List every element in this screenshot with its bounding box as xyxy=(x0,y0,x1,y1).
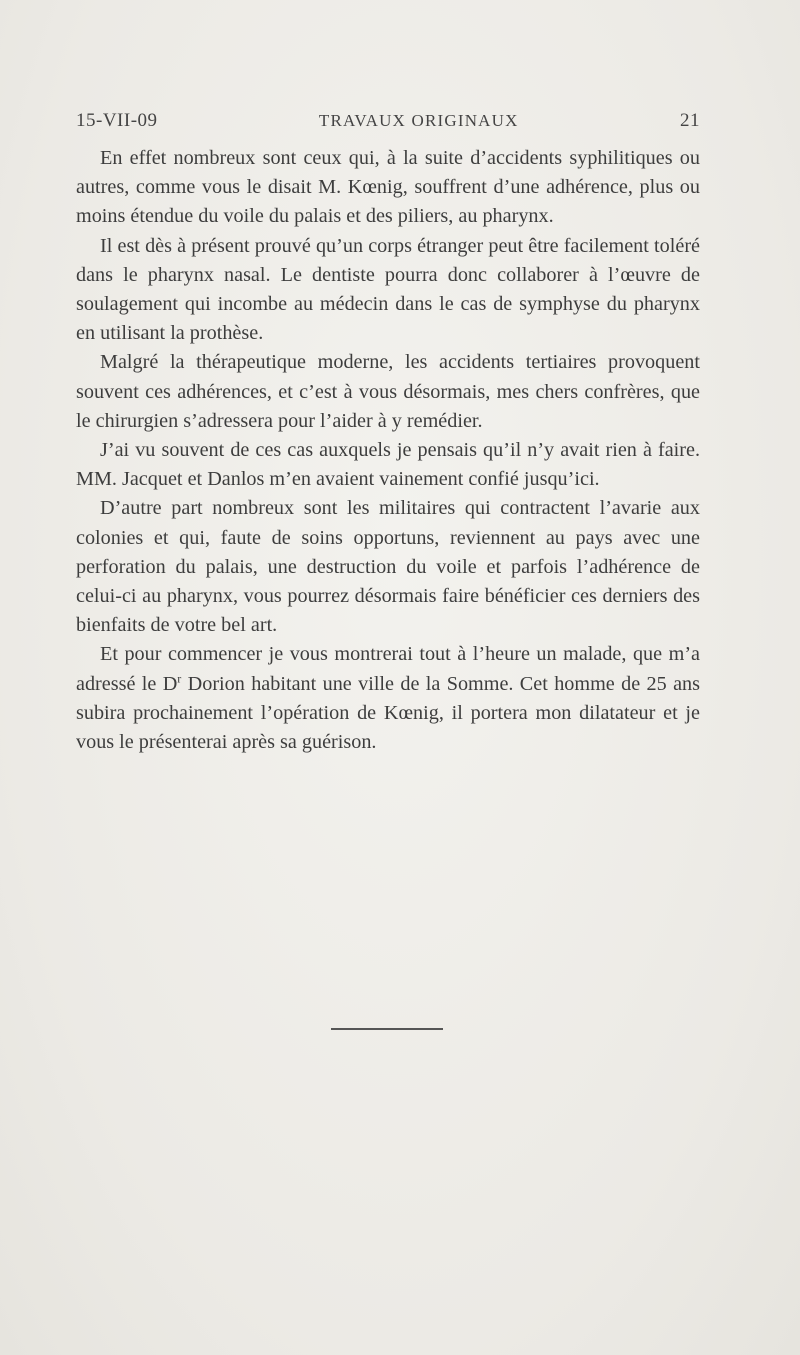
superscript-r: r xyxy=(177,670,182,685)
running-head xyxy=(76,110,700,144)
paragraph-3: Malgré la thérapeutique moderne, les accidents tertiaires provoquent souvent ces adhérences, et c’est à vous désormais, mes chers confrères, que le chirurgien s’adressera pour l’aider à y remédier. xyxy=(76,351,700,432)
paragraph-1: En effet nombreux sont ceux qui, à la suite d’accidents syphilitiques ou autres, comme vous le disait M. Kœnig, souffrent d’une adhérence, plus ou moins étendue du voile du palais et des piliers, au pharynx. xyxy=(76,147,700,228)
header-date: 15-VII-09 xyxy=(76,110,158,131)
page-content xyxy=(76,110,700,757)
page-number: 21 xyxy=(679,110,700,131)
paragraph-6-part-1: Et pour commencer je vous montrerai tout à l’heure un malade, que m’a adressé le D xyxy=(76,643,700,695)
paragraph-6 xyxy=(76,640,700,757)
header-title: TRAVAUX ORIGINAUX xyxy=(318,111,519,130)
paragraph-5: D’autre part nombreux sont les militaires qui contractent l’avarie aux colonies et qui, faute de soins opportuns, reviennent au pays avec une perforation du palais, une destruction du voile et parfois l’adhérence de celui-ci au pharynx, vous pourrez désormais faire bénéficier ces derniers des bienfaits de votre bel art. xyxy=(76,497,700,637)
paragraph-4: J’ai vu souvent de ces cas auxquels je pensais qu’il n’y avait rien à faire. MM. Jacquet et Danlos m’en avaient vainement confié jusqu’ici. xyxy=(76,439,700,491)
paragraph-6-part-2: Dorion habitant une ville de la Somme. Cet homme de 25 ans subira prochainement l’opération de Kœnig, il portera mon dilatateur et je vous le présenterai après sa guérison. xyxy=(76,672,701,754)
section-end-rule xyxy=(331,1028,443,1030)
paragraph-2: Il est dès à présent prouvé qu’un corps étranger peut être facilement toléré dans le pharynx nasal. Le dentiste pourra donc collaborer à l’œuvre de soulagement qui incombe au médecin dans le cas de symphyse du pharynx en utilisant la prothèse. xyxy=(76,234,700,345)
